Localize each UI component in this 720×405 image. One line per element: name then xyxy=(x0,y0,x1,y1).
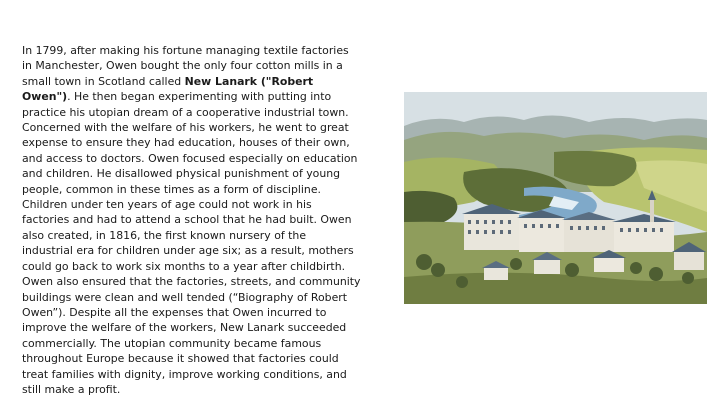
text-run: also created, in 1816, the first known nursery of the xyxy=(22,228,307,242)
paragraph-line xyxy=(22,243,402,258)
paragraph-line xyxy=(22,151,402,166)
text-run: throughout Europe because it showed that factories could xyxy=(22,352,339,366)
paragraph-line xyxy=(22,166,402,181)
text-run: small town in Scotland called xyxy=(22,74,185,88)
text-run: in Manchester, Owen bought the only four cotton mills in a xyxy=(22,59,343,73)
paragraph-line xyxy=(22,58,402,73)
paragraph-line xyxy=(22,382,402,397)
bold-text-run: Owen") xyxy=(22,90,68,104)
new-lanark-painting xyxy=(404,92,707,304)
text-run: people, common in these times as a form of discipline. xyxy=(22,182,321,196)
paragraph-line xyxy=(22,182,402,197)
paragraph-line xyxy=(22,120,402,135)
text-run: buildings were clean and well tended (“Biography of Robert xyxy=(22,290,348,304)
text-run: and children. He disallowed physical punishment of young xyxy=(22,167,341,181)
text-run: and access to doctors. Owen focused especially on education xyxy=(22,151,358,165)
paragraph-line xyxy=(22,74,402,89)
bold-text-run: New Lanark ("Robert xyxy=(184,74,314,88)
text-run: commercially. The utopian community became famous xyxy=(22,336,322,350)
text-run: practice his utopian dream of a cooperative industrial town. xyxy=(22,105,349,119)
text-run: expense to ensure they had education, houses of their own, xyxy=(22,136,350,150)
text-run: could go back to work six months to a year after childbirth. xyxy=(22,259,346,273)
text-run: still make a profit. xyxy=(22,382,121,396)
paragraph-line xyxy=(22,43,402,58)
new-lanark-illustration xyxy=(404,92,707,304)
text-run: industrial era for children under age six; as a result, mothers xyxy=(22,244,354,258)
paragraph-line xyxy=(22,336,402,351)
text-run: treat families with dignity, improve working conditions, and xyxy=(22,367,347,381)
paragraph-line xyxy=(22,320,402,335)
paragraph-line xyxy=(22,212,402,227)
text-run: factories and had to attend a school that he had built. Owen xyxy=(22,213,352,227)
paragraph-line xyxy=(22,135,402,150)
paragraph-line xyxy=(22,197,402,212)
text-run: improve the welfare of the workers, New Lanark succeeded xyxy=(22,321,347,335)
paragraph-line xyxy=(22,290,402,305)
paragraph-line xyxy=(22,351,402,366)
paragraph-line xyxy=(22,274,402,289)
paragraph-line xyxy=(22,259,402,274)
paragraph-line xyxy=(22,305,402,320)
paragraph-line xyxy=(22,105,402,120)
text-run: Concerned with the welfare of his workers, he went to great xyxy=(22,121,349,135)
text-run: Owen”). Despite all the expenses that Owen incurred to xyxy=(22,305,327,319)
text-run: . He then began experimenting with putting into xyxy=(67,90,332,104)
paragraph-line xyxy=(22,89,402,104)
body-paragraph xyxy=(22,43,402,397)
text-run: Children under ten years of age could not work in his xyxy=(22,198,312,212)
paragraph-line xyxy=(22,228,402,243)
paragraph-line xyxy=(22,367,402,382)
text-run: In 1799, after making his fortune managing textile factories xyxy=(22,44,349,57)
text-run: Owen also ensured that the factories, streets, and community xyxy=(22,275,361,289)
